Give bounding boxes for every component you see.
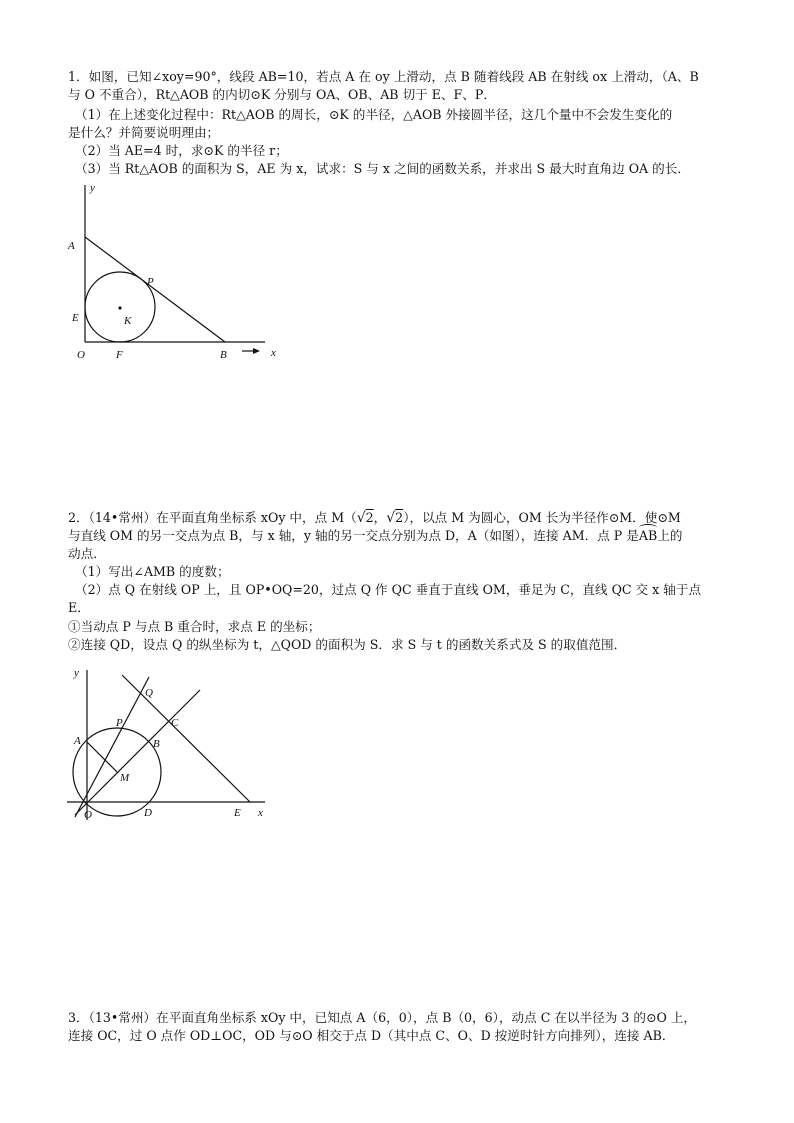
q1-line-1: 1．如图，已知∠xoy=90°，线段 AB=10，若点 A 在 oy 上滑动，点 B 随着线段 AB 在射线 ox 上滑动，（A、B	[68, 69, 699, 84]
q1-segment-ab	[85, 237, 225, 342]
q2-label-p: P	[116, 717, 123, 729]
q1-label-p: P	[147, 276, 154, 288]
q2-arc-ab: AB	[638, 528, 658, 543]
q1-label-b: B	[220, 349, 227, 361]
q2-line-8: ②连接 QD，设点 Q 的纵坐标为 t，△QOD 的面积为 S．求 S 与 t 的函数关系式及 S 的取值范围．	[68, 637, 627, 652]
q1-label-y: y	[90, 182, 95, 194]
q2-figure	[60, 660, 280, 830]
q2-line-7: ①当动点 P 与点 B 重合时，求点 E 的坐标；	[68, 619, 321, 634]
q1-label-e: E	[72, 312, 79, 324]
q1-center-k-dot	[118, 306, 121, 309]
q2-label-b: B	[153, 738, 160, 750]
q3-line-1: 3．（13•常州）在平面直角坐标系 xOy 中，已知点 A（6，0），点 B（0，6），动点 C 在以半径为 3 的⊙O 上，	[68, 1010, 697, 1025]
q1-arrow-head	[253, 348, 260, 354]
q2-label-c: C	[171, 717, 179, 729]
q2-line-5: （2）点 Q 在射线 OP 上，且 OP•OQ=20，过点 Q 作 QC 垂直于直线 OM，垂足为 C，直线 QC 交 x 轴于点	[75, 582, 702, 597]
q1-label-k: K	[124, 315, 132, 327]
q2-label-y: y	[74, 667, 79, 679]
q2-line-om	[75, 690, 200, 815]
q2-label-x: x	[258, 807, 263, 819]
q2-ray-op	[75, 677, 149, 817]
q3-line-2: 连接 OC，过 O 点作 OD⊥OC，OD 与⊙O 相交于点 D（其中点 C、O、D 按逆时针方向排列），连接 AB．	[68, 1028, 675, 1043]
q2-line-6: E．	[68, 600, 90, 615]
q2-sqrt-a: 2	[365, 510, 374, 525]
q2-label-o: O	[84, 809, 92, 821]
q1-line-6: （3）当 Rt△AOB 的面积为 S，AE 为 x，试求：S 与 x 之间的函数关系，并求出 S 最大时直角边 OA 的长．	[75, 161, 690, 176]
q2-line-3: 动点．	[68, 546, 106, 561]
q2-line-1: 2．（14•常州）在平面直角坐标系 xOy 中，点 M（√2，√2），以点 M 为圆心，OM 长为半径作⊙M．使⊙M	[68, 510, 681, 526]
q1-figure	[60, 175, 290, 370]
q2-label-q: Q	[145, 687, 153, 699]
q1-line-2: 与 O 不重合），Rt△AOB 的内切⊙K 分别与 OA、OB、AB 切于 E、F、P．	[68, 87, 496, 102]
q1-label-x: x	[271, 347, 276, 359]
q2-label-d: D	[144, 807, 152, 819]
q2-label-m: M	[120, 772, 130, 784]
q2-line-2: 与直线 OM 的另一交点为点 B，与 x 轴，y 轴的另一交点分别为点 D，A（如图），连接 AM．点 P 是AB上的	[68, 528, 683, 543]
q2-label-a: A	[74, 735, 81, 747]
q2-sqrt-b: 2	[395, 510, 404, 525]
q1-line-3: （1）在上述变化过程中：Rt△AOB 的周长，⊙K 的半径，△AOB 外接圆半径，这几个量中不会发生变化的	[75, 107, 673, 122]
q1-label-f: F	[116, 349, 123, 361]
q1-line-4: 是什么？并简要说明理由；	[68, 125, 220, 140]
q2-line-qe	[122, 675, 250, 802]
q1-label-a: A	[68, 240, 75, 252]
q1-line-5: （2）当 AE=4 时，求⊙K 的半径 r；	[75, 143, 288, 158]
q2-label-e: E	[234, 807, 241, 819]
q1-label-o: O	[77, 349, 85, 361]
q2-line-4: （1）写出∠AMB 的度数；	[75, 564, 230, 579]
